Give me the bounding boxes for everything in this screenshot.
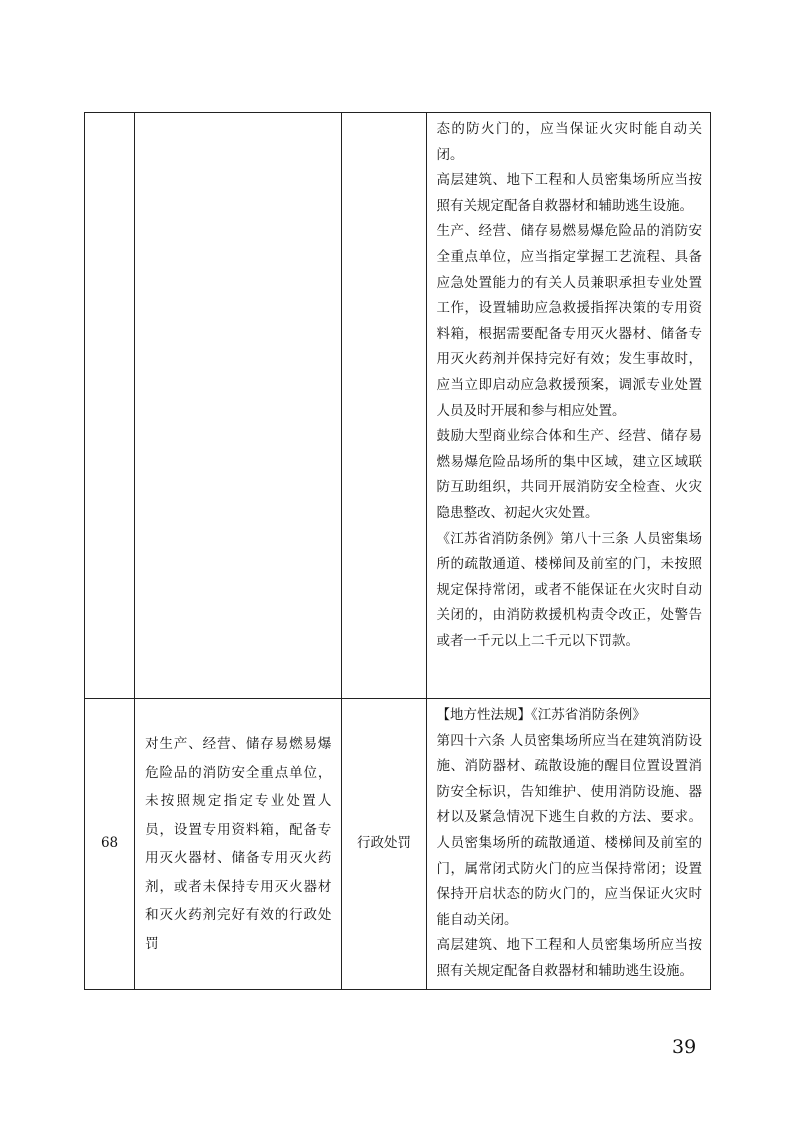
table-row — [85, 699, 711, 990]
row-number-cell — [85, 113, 135, 699]
item-name-cell — [135, 699, 342, 990]
page-number: 39 — [672, 1036, 697, 1058]
legal-basis-cell — [426, 699, 710, 990]
legal-paragraph: 高层建筑、地下工程和人员密集场所应当按照有关规定配备自救器材和辅助逃生设施。 — [436, 172, 702, 214]
table-row — [85, 113, 711, 699]
legal-paragraph: 《江苏省消防条例》第八十三条 人员密集场所的疏散通道、楼梯间及前室的门，未按照规定保持常闭，或者不能保证在火灾时自动关闭的，由消防救援机构责令改正，处警告或者一千元以上二千元以下罚款。 — [436, 530, 702, 649]
legal-paragraph: 高层建筑、地下工程和人员密集场所应当按照有关规定配备自救器材和辅助逃生设施。 — [436, 937, 702, 979]
item-name-text: 对生产、经营、储存易燃易爆危险品的消防安全重点单位，未按照规定指定专业处置人员，设置专用资料箱，配备专用灭火器材、储备专用灭火药剂，或者未保持专用灭火器材和灭火药剂完好有效的行政处罚 — [145, 736, 332, 952]
legal-paragraph: 第四十六条 人员密集场所应当在建筑消防设施、消防器材、疏散设施的醒目位置设置消防安全标识，告知维护、使用消防设施、器材以及紧急情况下逃生自救的方法、要求。人员密集场所的疏散通道、楼梯间及前室的门，属常闭式防火门的应当保持常闭；设置保持开启状态的防火门的，应当保证火灾时能自动关闭。 — [436, 732, 702, 928]
regulation-table — [84, 112, 711, 990]
row-number-cell: 68 — [85, 699, 135, 990]
legal-paragraph: 【地方性法规】《江苏省消防条例》 — [436, 707, 646, 723]
item-name-cell — [135, 113, 342, 699]
legal-paragraph: 态的防火门的，应当保证火灾时能自动关闭。 — [436, 121, 702, 163]
item-type-cell — [342, 113, 426, 699]
legal-basis-cell — [426, 113, 710, 699]
legal-paragraph: 鼓励大型商业综合体和生产、经营、储存易燃易爆危险品场所的集中区域，建立区域联防互助组织，共同开展消防安全检查、火灾隐患整改、初起火灾处置。 — [436, 428, 702, 521]
legal-paragraph: 生产、经营、储存易燃易爆危险品的消防安全重点单位，应当指定掌握工艺流程、具备应急处置能力的有关人员兼职承担专业处置工作，设置辅助应急救援指挥决策的专用资料箱，根据需要配备专用灭火器材、储备专用灭火药剂并保持完好有效；发生事故时，应当立即启动应急救援预案，调派专业处置人员及时开展和参与相应处置。 — [436, 223, 702, 419]
item-type-cell: 行政处罚 — [342, 699, 426, 990]
